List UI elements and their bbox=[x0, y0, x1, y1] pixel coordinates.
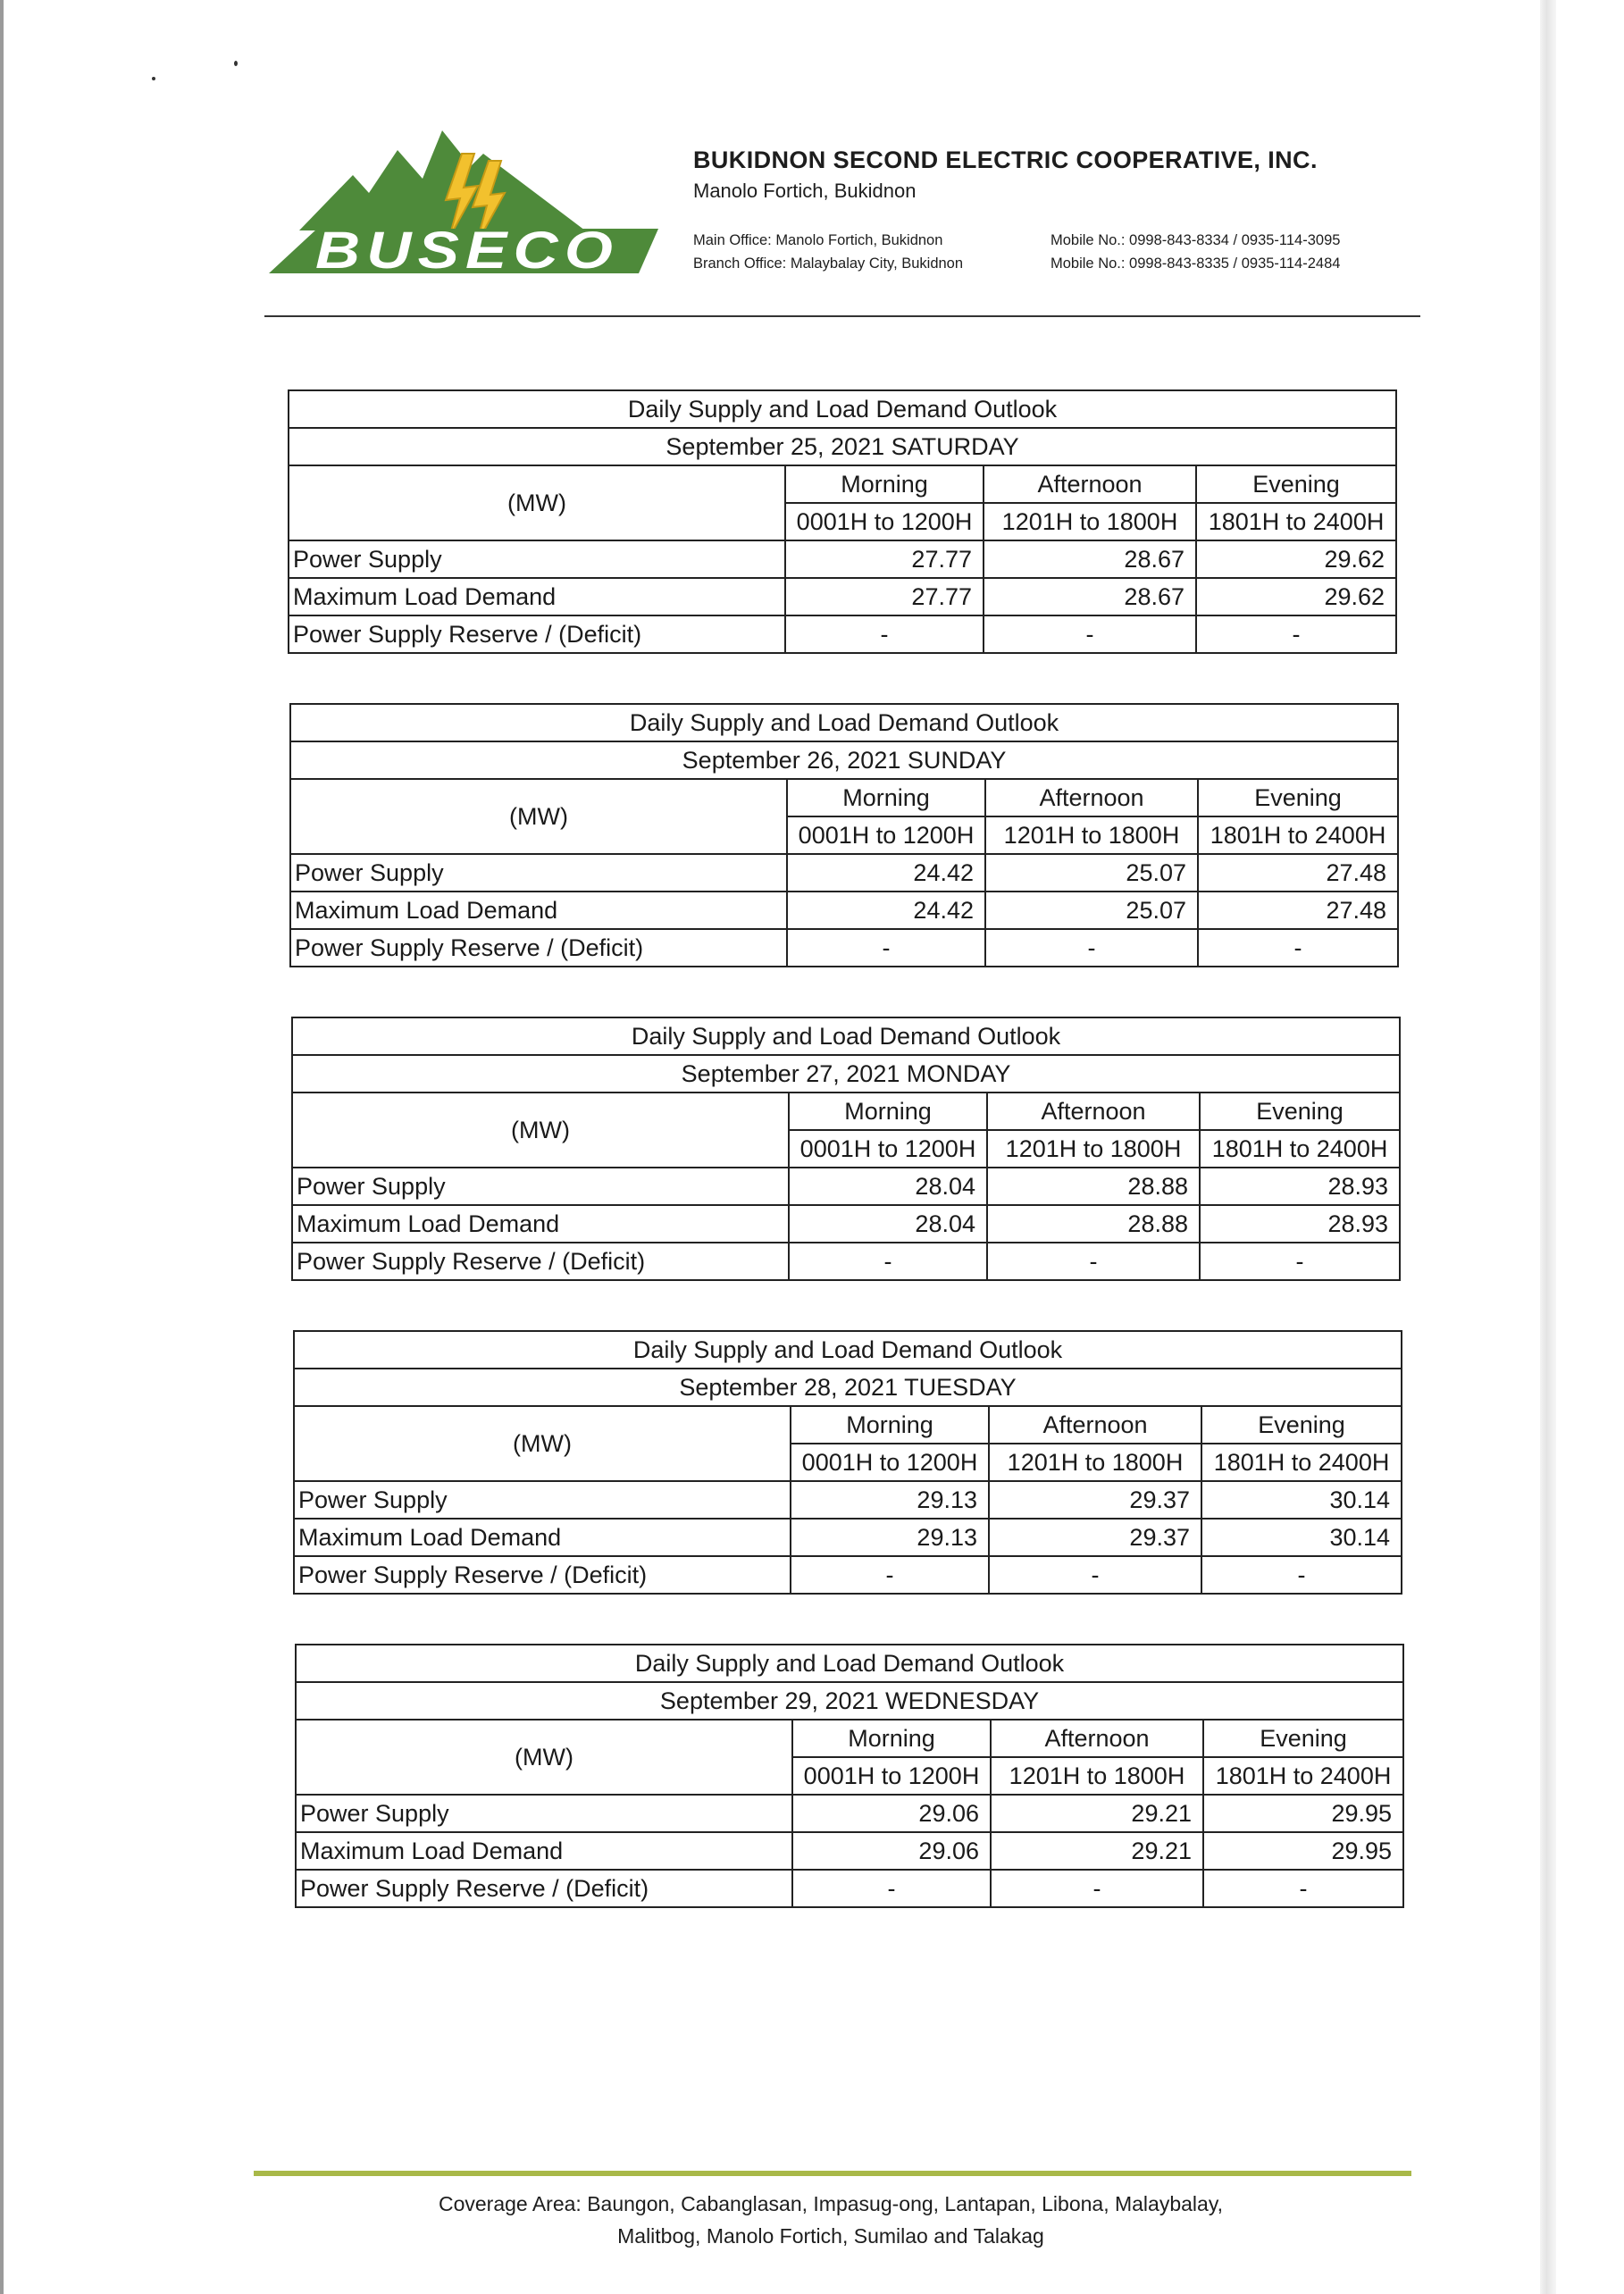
value-cell: - bbox=[789, 1243, 987, 1280]
period-afternoon: Afternoon bbox=[989, 1406, 1201, 1444]
range-afternoon: 1201H to 1800H bbox=[987, 1130, 1200, 1168]
table-date: September 26, 2021 SUNDAY bbox=[290, 741, 1398, 779]
coverage-line-1: Coverage Area: Baungon, Cabanglasan, Impasug-ong, Lantapan, Libona, Malaybalay, bbox=[438, 2192, 1224, 2215]
table-row bbox=[294, 1556, 1402, 1594]
value-cell: 27.77 bbox=[785, 578, 984, 615]
page-margin-right bbox=[1556, 0, 1624, 2294]
company-name: BUKIDNON SECOND ELECTRIC COOPERATIVE, INC. bbox=[693, 147, 1318, 173]
value-cell: 27.48 bbox=[1198, 854, 1398, 892]
value-cell: 29.95 bbox=[1203, 1832, 1403, 1870]
range-evening: 1801H to 2400H bbox=[1201, 1444, 1402, 1481]
value-cell: 28.67 bbox=[984, 540, 1196, 578]
value-cell: 29.06 bbox=[792, 1832, 991, 1870]
table-row bbox=[290, 929, 1398, 967]
range-evening: 1801H to 2400H bbox=[1200, 1130, 1400, 1168]
unit-label: (MW) bbox=[290, 779, 787, 854]
row-label: Maximum Load Demand bbox=[296, 1832, 792, 1870]
branch-office-mobile: Mobile No.: 0998-843-8335 / 0935-114-2484 bbox=[1051, 255, 1341, 272]
row-label: Power Supply Reserve / (Deficit) bbox=[296, 1870, 792, 1907]
table-row bbox=[290, 892, 1398, 929]
value-cell: - bbox=[1196, 615, 1396, 653]
range-afternoon: 1201H to 1800H bbox=[985, 816, 1198, 854]
value-cell: 24.42 bbox=[787, 892, 985, 929]
period-evening: Evening bbox=[1196, 465, 1396, 503]
value-cell: 29.21 bbox=[991, 1832, 1203, 1870]
value-cell: 28.04 bbox=[789, 1168, 987, 1205]
value-cell: 28.88 bbox=[987, 1168, 1200, 1205]
outlook-table bbox=[291, 1017, 1401, 1281]
scan-speck bbox=[234, 61, 238, 66]
row-label: Power Supply bbox=[292, 1168, 789, 1205]
branch-office: Branch Office: Malaybalay City, Bukidnon bbox=[693, 255, 964, 272]
value-cell: 29.95 bbox=[1203, 1795, 1403, 1832]
range-afternoon: 1201H to 1800H bbox=[984, 503, 1196, 540]
value-cell: - bbox=[1200, 1243, 1400, 1280]
value-cell: 30.14 bbox=[1201, 1481, 1402, 1519]
value-cell: 29.37 bbox=[989, 1519, 1201, 1556]
value-cell: 24.42 bbox=[787, 854, 985, 892]
coverage-line-2: Malitbog, Manolo Fortich, Sumilao and Talakag bbox=[617, 2224, 1044, 2248]
table-date: September 28, 2021 TUESDAY bbox=[294, 1369, 1402, 1406]
range-evening: 1801H to 2400H bbox=[1198, 816, 1398, 854]
row-label: Power Supply bbox=[289, 540, 785, 578]
range-morning: 0001H to 1200H bbox=[789, 1130, 987, 1168]
range-afternoon: 1201H to 1800H bbox=[989, 1444, 1201, 1481]
row-label: Power Supply Reserve / (Deficit) bbox=[294, 1556, 791, 1594]
value-cell: - bbox=[791, 1556, 989, 1594]
period-morning: Morning bbox=[785, 465, 984, 503]
value-cell: 29.21 bbox=[991, 1795, 1203, 1832]
period-afternoon: Afternoon bbox=[984, 465, 1196, 503]
value-cell: - bbox=[987, 1243, 1200, 1280]
table-title: Daily Supply and Load Demand Outlook bbox=[294, 1331, 1402, 1369]
outlook-table bbox=[293, 1330, 1402, 1595]
value-cell: - bbox=[1203, 1870, 1403, 1907]
value-cell: 29.62 bbox=[1196, 578, 1396, 615]
unit-label: (MW) bbox=[296, 1720, 792, 1795]
row-label: Power Supply Reserve / (Deficit) bbox=[290, 929, 787, 967]
table-row bbox=[296, 1832, 1403, 1870]
period-afternoon: Afternoon bbox=[985, 779, 1198, 816]
value-cell: 28.04 bbox=[789, 1205, 987, 1243]
range-morning: 0001H to 1200H bbox=[787, 816, 985, 854]
range-evening: 1801H to 2400H bbox=[1196, 503, 1396, 540]
row-label: Power Supply bbox=[290, 854, 787, 892]
value-cell: 28.88 bbox=[987, 1205, 1200, 1243]
period-afternoon: Afternoon bbox=[987, 1093, 1200, 1130]
row-label: Power Supply Reserve / (Deficit) bbox=[289, 615, 785, 653]
value-cell: - bbox=[985, 929, 1198, 967]
company-address: Manolo Fortich, Bukidnon bbox=[693, 180, 917, 202]
period-morning: Morning bbox=[791, 1406, 989, 1444]
row-label: Power Supply bbox=[294, 1481, 791, 1519]
buseco-logo bbox=[264, 114, 658, 273]
table-row bbox=[296, 1870, 1403, 1907]
period-morning: Morning bbox=[792, 1720, 991, 1757]
period-morning: Morning bbox=[789, 1093, 987, 1130]
range-afternoon: 1201H to 1800H bbox=[991, 1757, 1203, 1795]
row-label: Power Supply Reserve / (Deficit) bbox=[292, 1243, 789, 1280]
outlook-table bbox=[289, 703, 1399, 967]
value-cell: - bbox=[991, 1870, 1203, 1907]
value-cell: 29.62 bbox=[1196, 540, 1396, 578]
row-label: Maximum Load Demand bbox=[289, 578, 785, 615]
value-cell: - bbox=[787, 929, 985, 967]
footer-divider bbox=[254, 2171, 1411, 2176]
header-divider bbox=[264, 315, 1420, 317]
table-title: Daily Supply and Load Demand Outlook bbox=[296, 1645, 1403, 1682]
logo-mountain bbox=[299, 130, 585, 230]
table-row bbox=[292, 1205, 1400, 1243]
value-cell: 30.14 bbox=[1201, 1519, 1402, 1556]
table-row bbox=[290, 854, 1398, 892]
table-row bbox=[289, 578, 1396, 615]
table-title: Daily Supply and Load Demand Outlook bbox=[292, 1017, 1400, 1055]
table-row bbox=[289, 540, 1396, 578]
logo-wordmark: BUSECO bbox=[315, 222, 619, 273]
value-cell: - bbox=[792, 1870, 991, 1907]
value-cell: 29.37 bbox=[989, 1481, 1201, 1519]
table-title: Daily Supply and Load Demand Outlook bbox=[290, 704, 1398, 741]
row-label: Maximum Load Demand bbox=[294, 1519, 791, 1556]
value-cell: 28.93 bbox=[1200, 1205, 1400, 1243]
row-label: Maximum Load Demand bbox=[292, 1205, 789, 1243]
value-cell: 25.07 bbox=[985, 854, 1198, 892]
table-date: September 27, 2021 MONDAY bbox=[292, 1055, 1400, 1093]
unit-label: (MW) bbox=[294, 1406, 791, 1481]
page-right-edge bbox=[1540, 0, 1556, 2294]
main-office: Main Office: Manolo Fortich, Bukidnon bbox=[693, 232, 943, 248]
scan-speck bbox=[152, 77, 155, 80]
unit-label: (MW) bbox=[292, 1093, 789, 1168]
value-cell: 28.67 bbox=[984, 578, 1196, 615]
outlook-table bbox=[288, 389, 1397, 654]
page-left-edge bbox=[0, 0, 4, 2294]
period-evening: Evening bbox=[1200, 1093, 1400, 1130]
value-cell: 29.13 bbox=[791, 1519, 989, 1556]
value-cell: - bbox=[1198, 929, 1398, 967]
value-cell: 25.07 bbox=[985, 892, 1198, 929]
table-row bbox=[292, 1168, 1400, 1205]
table-row bbox=[294, 1519, 1402, 1556]
value-cell: 27.77 bbox=[785, 540, 984, 578]
table-row bbox=[294, 1481, 1402, 1519]
table-title: Daily Supply and Load Demand Outlook bbox=[289, 390, 1396, 428]
value-cell: - bbox=[1201, 1556, 1402, 1594]
row-label: Maximum Load Demand bbox=[290, 892, 787, 929]
range-morning: 0001H to 1200H bbox=[785, 503, 984, 540]
value-cell: 28.93 bbox=[1200, 1168, 1400, 1205]
range-morning: 0001H to 1200H bbox=[791, 1444, 989, 1481]
value-cell: 29.06 bbox=[792, 1795, 991, 1832]
period-evening: Evening bbox=[1203, 1720, 1403, 1757]
table-date: September 29, 2021 WEDNESDAY bbox=[296, 1682, 1403, 1720]
outlook-table bbox=[295, 1644, 1404, 1908]
value-cell: 29.13 bbox=[791, 1481, 989, 1519]
value-cell: 27.48 bbox=[1198, 892, 1398, 929]
table-date: September 25, 2021 SATURDAY bbox=[289, 428, 1396, 465]
period-afternoon: Afternoon bbox=[991, 1720, 1203, 1757]
table-row bbox=[292, 1243, 1400, 1280]
range-evening: 1801H to 2400H bbox=[1203, 1757, 1403, 1795]
value-cell: - bbox=[785, 615, 984, 653]
row-label: Power Supply bbox=[296, 1795, 792, 1832]
table-row bbox=[296, 1795, 1403, 1832]
value-cell: - bbox=[984, 615, 1196, 653]
period-evening: Evening bbox=[1201, 1406, 1402, 1444]
table-row bbox=[289, 615, 1396, 653]
unit-label: (MW) bbox=[289, 465, 785, 540]
period-evening: Evening bbox=[1198, 779, 1398, 816]
range-morning: 0001H to 1200H bbox=[792, 1757, 991, 1795]
value-cell: - bbox=[989, 1556, 1201, 1594]
main-office-mobile: Mobile No.: 0998-843-8334 / 0935-114-3095 bbox=[1051, 232, 1341, 248]
period-morning: Morning bbox=[787, 779, 985, 816]
